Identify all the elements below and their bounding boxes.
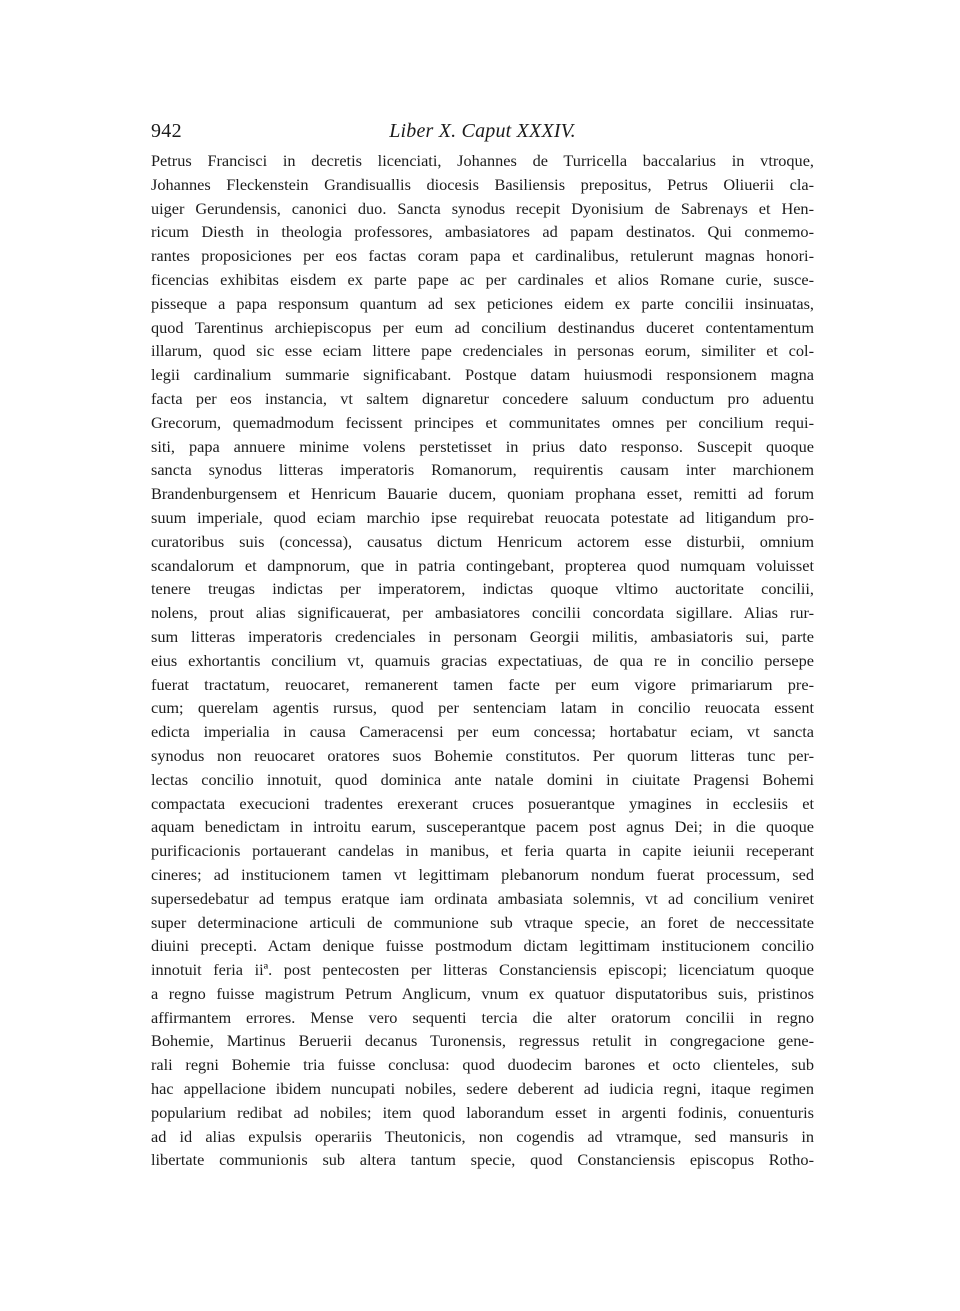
text-line: nolens, prout alias significauerat, per ambasiatores concilii concordata sigillare. Alias rur- xyxy=(151,603,814,623)
text-line: sum litteras imperatoris credenciales in personam Georgii militis, ambasiatoris sui, parte xyxy=(151,626,814,646)
text-line: suum imperiale, quod eciam marchio ipse requirebat reuocata potestate ad litigandum pro- xyxy=(151,507,814,527)
text-line: legii cardinalium summarie significabant. Postque datam huiusmodi responsionem magna xyxy=(151,365,814,385)
text-line: pisseque a papa responsum quantum ad sex peticiones eidem ex parte concilii insinuatas, xyxy=(151,293,814,313)
text-line: illarum, quod sic esse eciam littere pape credenciales in personas eorum, similiter et col- xyxy=(151,341,814,361)
text-line: compactata execucioni tradentes erexerant cruces posuerantque ymagines in ecclesiis et xyxy=(151,793,814,813)
text-line: scandalorum et dampnorum, que in patria contingebant, propterea quod numquam voluisset xyxy=(151,555,814,575)
text-line: purificacionis portauerant candelas in manibus, et feria quarta in capite ieiunii receperant xyxy=(151,841,814,861)
page-number: 942 xyxy=(151,120,182,142)
text-line: affirmantem errores. Mense vero sequenti tercia die alter oratorum concilii in regno xyxy=(151,1007,814,1027)
text-line: ficencias exhibitas eisdem ex parte pape ac per cardinales et alios Romane curie, susce- xyxy=(151,269,814,289)
text-line: sancta synodus litteras imperatoris Romanorum, requirentis causam inter marchionem xyxy=(151,460,814,480)
text-line: a regno fuisse magistrum Petrum Anglicum, vnum ex quatuor disputatoribus suis, pristinos xyxy=(151,983,814,1003)
page-header xyxy=(151,116,814,146)
text-line: Grecorum, quemadmodum fecissent principes et communitates omnes per concilium requi- xyxy=(151,412,814,432)
text-line: supersedebatur ad tempus eratque iam ordinata ambasiata solemnis, vt ad concilium veniret xyxy=(151,888,814,908)
text-line: diuini precepti. Actam denique fuisse postmodum dictam legittimam institucionem concilio xyxy=(151,936,814,956)
text-line: hac appellacione ibidem nuncupati nobiles, sedere deberent ad iudicia regni, itaque regimen xyxy=(151,1079,814,1099)
text-line: popularium redibat ad nobiles; item quod laborandum esset in argenti fodinis, conuenturis xyxy=(151,1102,814,1122)
running-title: Liber X. Caput XXXIV. xyxy=(389,120,576,142)
text-line: Johannes Fleckenstein Grandisuallis diocesis Basiliensis prepositus, Petrus Oliuerii cla- xyxy=(151,174,814,194)
text-line: innotuit feria iiª. post pentecosten per litteras Constanciensis episcopi; licenciatum quoque xyxy=(151,960,814,980)
text-line: edicta imperialia in causa Cameracensi per eum concessa; hortabatur eciam, vt sancta xyxy=(151,722,814,742)
text-line: lectas concilio innotuit, quod dominica ante natale domini in ciuitate Pragensi Bohemi xyxy=(151,769,814,789)
text-line: synodus non reuocaret oratores suos Bohemie constitutos. Per quorum litteras tunc per- xyxy=(151,745,814,765)
text-line: ricum Diesth in theologia professores, ambasiatores ad papam destinatos. Qui conmemo- xyxy=(151,222,814,242)
text-line: facta per eos instancia, vt saltem dignaretur concedere saluum conductum pro aduentu xyxy=(151,388,814,408)
text-line: Petrus Francisci in decretis licenciati, Johannes de Turricella baccalarius in vtroque, xyxy=(151,151,814,170)
text-line: quod Tarentinus archiepiscopus per eum ad concilium destinandus duceret contentamentum xyxy=(151,317,814,337)
body-text xyxy=(151,149,814,1172)
text-line: cineres; ad institucionem tamen vt legittimam plebanorum nondum fuerat processum, sed xyxy=(151,864,814,884)
text-line: tenere treugas indictas per imperatorem, indictas quoque vltimo auctoritate concilii, xyxy=(151,579,814,599)
text-line: siti, papa annuere minime volens perstetisset in prius dato responso. Suscepit quoque xyxy=(151,436,814,456)
text-line: rantes proposiciones per eos factas coram papa et cardinalibus, retulerunt magnas honori- xyxy=(151,246,814,266)
text-line: aquam benedictam in introitu earum, susceperantque pacem post agnus Dei; in die quoque xyxy=(151,817,814,837)
text-line: eius exhortantis concilium vt, quamuis gracias expectatiuas, de qua re in concilio persepe xyxy=(151,650,814,670)
text-line: cum; querelam agentis rursus, quod per sentenciam latam in concilio reuocata essent xyxy=(151,698,814,718)
text-line: ad id alias expulsis operariis Theutonicis, non cogendis ad vtramque, sed mansuris in xyxy=(151,1126,814,1146)
text-line: curatoribus suis (concessa), causatus dictum Henricum actorem esse disturbii, omnium xyxy=(151,531,814,551)
text-line: super determinacione articuli de communione sub vtraque specie, an foret de neccessitate xyxy=(151,912,814,932)
text-line: Brandenburgensem et Henricum Bauarie ducem, quoniam prophana esset, remitti ad forum xyxy=(151,484,814,504)
text-line: uiger Gerundensis, canonici duo. Sancta synodus recepit Dyonisium de Sabrenays et Hen- xyxy=(151,198,814,218)
text-line: Bohemie, Martinus Beruerii decanus Turonensis, regressus retulit in congregacione gene- xyxy=(151,1031,814,1051)
text-line: libertate communionis sub altera tantum specie, quod Constanciensis episcopus Rotho- xyxy=(151,1150,814,1170)
text-line: fuerat tractatum, reuocaret, remanerent tamen facte per eum vigore primariarum pre- xyxy=(151,674,814,694)
text-line: rali regni Bohemie tria fuisse conclusa: quod duodecim barones et octo clienteles, sub xyxy=(151,1055,814,1075)
